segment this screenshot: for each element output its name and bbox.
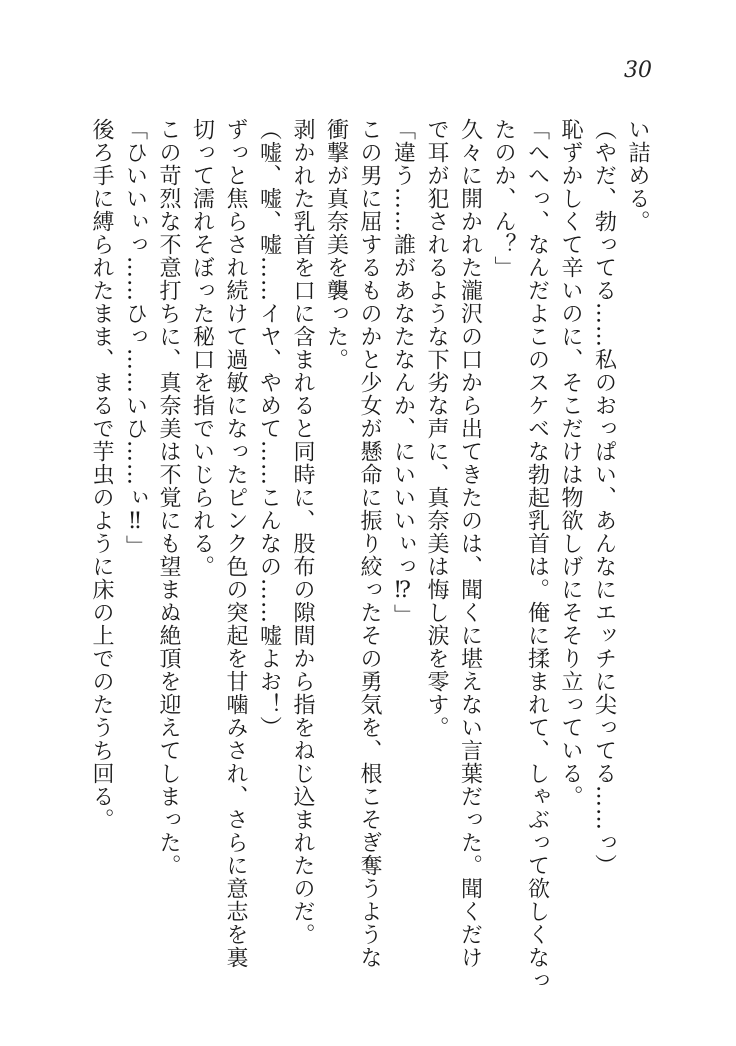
text-line: たのか、ん？」 [491,118,516,279]
text-line: この苛烈な不意打ちに、真奈美は不覚にも望まぬ絶頂を迎えてしまった。 [156,118,181,877]
vertical-text-body [88,118,650,998]
text-line: 恥ずかしくて辛いのに、そこだけは物欲しげにそそり立っている。 [558,118,583,808]
text-line: （嘘、嘘、嘘……イヤ、やめて……こんなの……嘘よお！） [256,118,282,739]
text-line: （やだ、勃ってる……私のおっぱい、あんなにエッチに尖ってる……っ） [591,118,617,877]
text-line: この男に屈するものかと少女が懸命に振り絞ったその勇気を、根こそぎ奪うような [357,118,382,969]
text-line: で耳が犯されるような下劣な声に、真奈美は悔し涙を零す。 [424,118,449,739]
text-line: 「ひいいぃっ……ひっ……いひ……ぃ‼」 [122,118,148,558]
text-line: 衝撃が真奈美を襲った。 [323,118,349,371]
text-line: い詰める。 [625,118,650,233]
text-line: 「違う……誰があなたなんか、にいいいぃっ⁉」 [390,118,416,627]
text-line: 剥かれた乳首を口に含まれると同時に、股布の隙間から指をねじ込まれたのだ。 [290,118,315,946]
text-line: ずっと焦らされ続けて過敏になったピンク色の突起を甘噛みされ、さらに意志を裏 [223,118,248,969]
page-number: 30 [624,58,652,83]
text-line: 「へへっ、なんだよこのスケベな勃起乳首は。俺に揉まれて、しゃぶって欲しくなっ [524,118,550,992]
text-line: 後ろ手に縛られたまま、まるで芋虫のように床の上でのたうち回る。 [89,118,114,831]
text-line: 久々に開かれた瀧沢の口から出てきたのは、聞くに堪えない言葉だった。聞くだけ [457,118,483,969]
text-line: 切って濡れそぼった秘口を指でいじられる。 [189,118,215,578]
